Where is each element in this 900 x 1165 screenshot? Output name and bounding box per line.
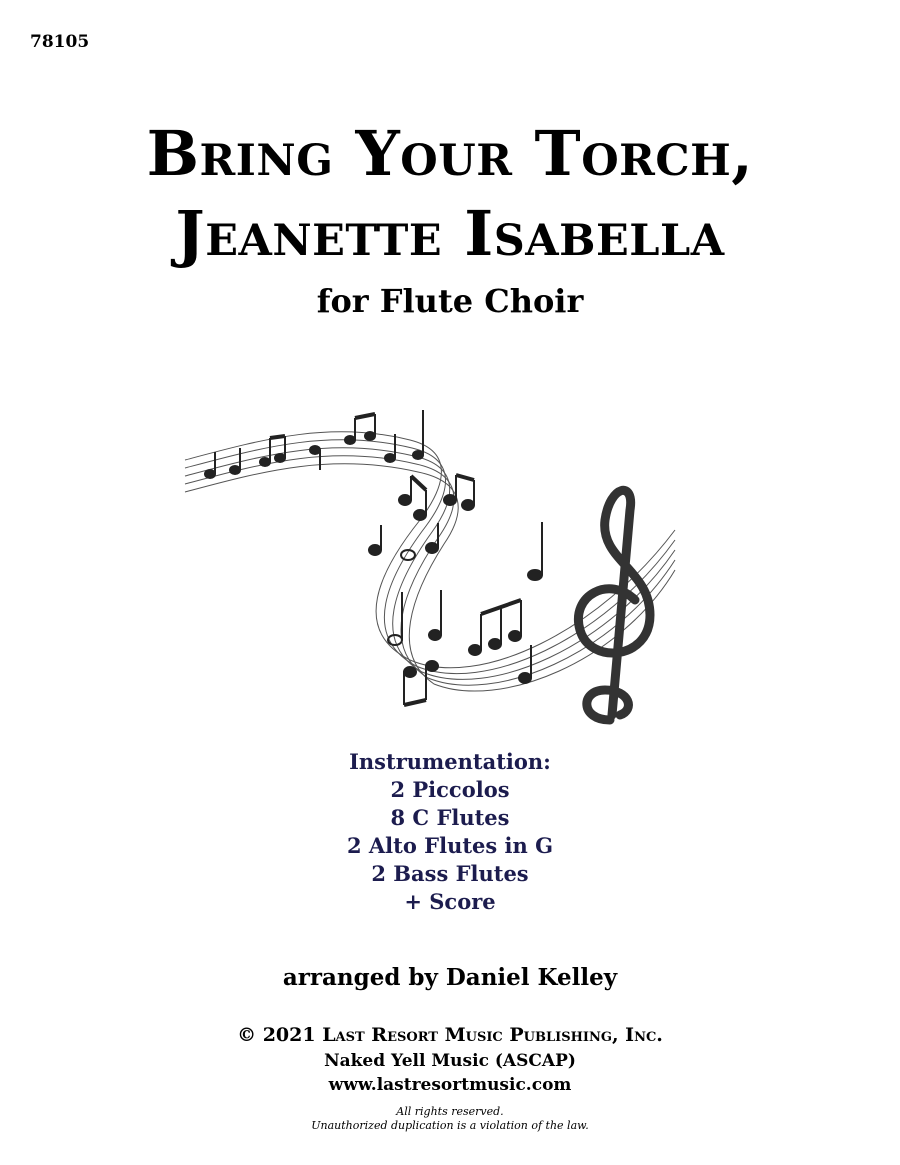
music-staff-treble-clef-illustration [180,400,680,730]
instrumentation-heading: Instrumentation: [349,749,551,774]
list-item: 8 C Flutes [390,805,510,830]
arranger-credit: arranged by Daniel Kelley [282,964,618,991]
duplication-warning: Unauthorized duplication is a violation of the law. [311,1119,589,1132]
copyright-notice: © 2021 Last Resort Music Publishing, Inc. [237,1024,663,1046]
rights-reserved: All rights reserved. [396,1105,504,1118]
title-line-1: Bring Your Torch, [146,117,754,190]
instrumentation-list [0,748,900,916]
publisher-website: www.lastresortmusic.com [328,1075,572,1095]
list-item: 2 Bass Flutes [371,861,529,886]
legal-notice [0,1105,900,1133]
title-line-2: Jeanette Isabella [175,197,725,270]
list-item: 2 Alto Flutes in G [346,833,554,858]
subtitle: for Flute Choir [316,282,584,320]
catalog-number: 78105 [30,32,90,52]
list-item: + Score [404,889,496,914]
publisher-imprint: Naked Yell Music (ASCAP) [324,1051,576,1071]
list-item: 2 Piccolos [390,777,510,802]
